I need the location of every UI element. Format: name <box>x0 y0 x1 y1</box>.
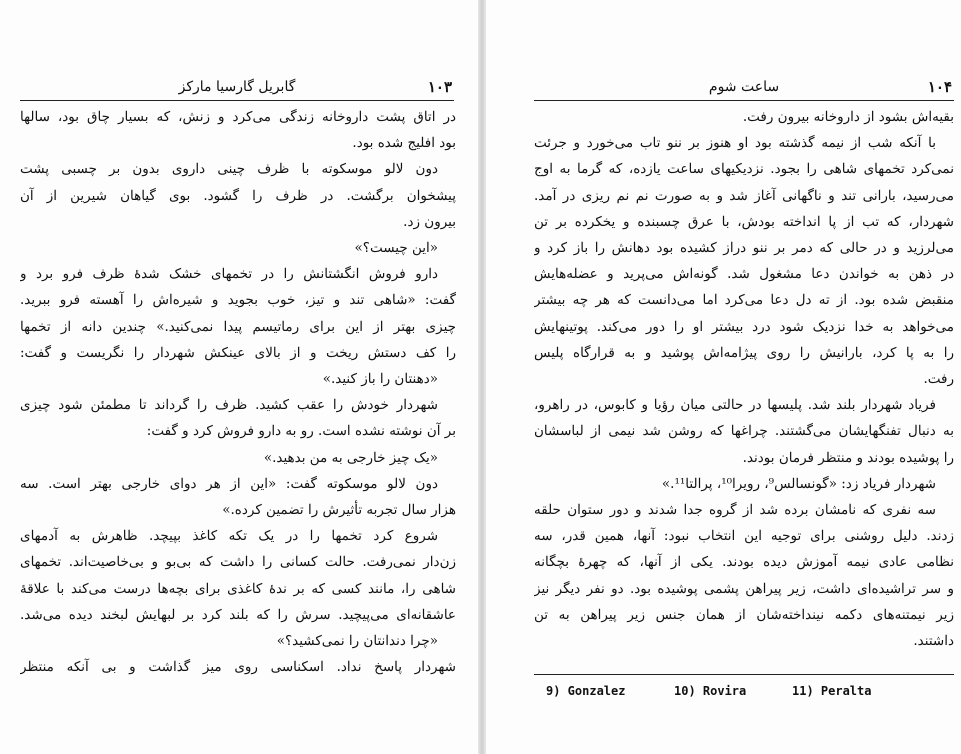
text-line: دون لالو موسکوته با ظرف چینی داروی بدون بر چسبی پشت <box>20 161 438 178</box>
text-line: هزار سال تجربه تأثیرش را تضمین کرده.» <box>222 502 456 519</box>
text-line: با آنکه شب از نیمه گذشته بود او هنوز بر ننو تاب می‌خورد و جرئت <box>534 135 936 152</box>
text-line: را کف دستش ریخت و از بالای عینکش شهردار را نگریست و گفت: <box>20 344 456 361</box>
left-page-header <box>20 74 454 101</box>
text-line: زن‌دار نمی‌رفت. حالت کسانی را داشت که بی‌بو و بی‌خاصیت‌اند. تخمهای <box>20 554 456 571</box>
text-line: به دنبال تفنگهایشان می‌گشتند. چراغها که روشن شد نیمی از لباسشان <box>534 423 954 440</box>
right-page-running-title: ساعت شوم <box>708 79 780 95</box>
right-page <box>486 0 961 754</box>
text-line: نظامی عادی نیمه آموزش دیده بودند. یکی از آنها، که چهرهٔ بچگانه <box>534 554 954 571</box>
text-line: را به پا کرد، بارانیش را روی پیژامه‌اش پوشید و به قرارگاه پلیس <box>534 344 954 361</box>
text-line: بود افلیج شده بود. <box>352 135 456 152</box>
text-line: دون لالو موسکوته گفت: «این از هر دوای خارجی بهتر است. سه <box>20 475 438 492</box>
text-line: شهردار فریاد زد: «گونسالس⁹، رویرا¹⁰، پرالتا¹¹.» <box>661 475 936 492</box>
text-line: زدند. دلیل روشنی برای توجیه این انتخاب نبود: آنها، همین قدر، سه <box>534 528 954 545</box>
text-line: داشتند. <box>913 633 954 650</box>
text-line: «یک چیز خارجی به من بدهید.» <box>263 449 438 466</box>
text-line: بقیه‌اش بشود از داروخانه بیرون رفت. <box>742 109 954 125</box>
text-line: فریاد شهردار بلند شد. پلیسها در حالتی میان رؤیا و کابوس، در راهرو، <box>534 397 936 414</box>
footnote-9: 9) Gonzalez <box>546 684 626 698</box>
text-line: شهردار خودش را عقب کشید. ظرف را گرداند تا مطمئن شود چیزی <box>20 397 438 414</box>
left-page <box>0 0 478 754</box>
right-page-number: ۱۰۴ <box>927 78 952 96</box>
text-line: شاهی را، مانند کسی که بر ندهٔ کاغذی برای بچه‌ها درست می‌کند با علاقهٔ <box>20 580 456 597</box>
text-line: «چرا دندانتان را نمی‌کشید؟» <box>276 633 438 650</box>
text-line: شهردار پاسخ نداد. اسکناسی روی میز گذاشت و بی آنکه منتظر <box>20 659 456 676</box>
right-page-body <box>534 104 954 654</box>
text-line: نمی‌کرد تخمهای شاهی را بجود. نزدیکیهای ساعت یازده، که گرما به اوج <box>534 161 954 178</box>
book-gutter <box>478 0 486 754</box>
text-line: سه نفری که نامشان برده شد از گروه جدا شدند و دور ستوان حلقه <box>534 502 936 519</box>
left-page-running-title: گابریل گارسیا مارکز <box>178 79 296 95</box>
text-line: شروع کرد تخمها را در یک تکه کاغذ بپیچد. ظاهرش به آدمهای <box>20 528 438 545</box>
text-line: می‌رسید، بارانی تند و ناگهانی آغاز شد و به صورت نم نم ریزی در آمد. <box>534 187 954 204</box>
text-line: پیشخوان برگشت. در ظرف را گشود. بوی گیاهان شیرین از آن <box>20 187 456 204</box>
right-page-header <box>534 74 954 101</box>
text-line: می‌خواهد به خدا نزدیک شود درد بیشتر او را دور می‌کند. پوتینهایش <box>534 318 954 335</box>
text-line: و سر تراشیده‌ای داشت، زیر پیراهن پشمی پوشیده بود. دو نفر دیگر نیز <box>534 580 954 597</box>
left-page-body <box>20 104 456 680</box>
text-line: می‌لرزید و در حالی که دمر بر ننو دراز کشیده بود دهانش را باز کرد و <box>534 240 954 257</box>
text-line: زیر نیمتنه‌های دکمه نینداخته‌شان از همان جنس زیر پیراهن به تن <box>534 606 954 623</box>
text-line: منقبض شده بود. از ته دل دعا می‌کرد اما می‌دانست که هر چه بیشتر <box>534 292 954 309</box>
footnotes <box>534 674 954 698</box>
text-line: شهردار، که تب از پا انداخته بودش، با عرق چسبنده و یخکرده بر تن <box>534 213 954 230</box>
footnote-11: 11) Peralta <box>792 684 872 698</box>
text-line: «دهنتان را باز کنید.» <box>322 371 438 388</box>
left-page-number: ۱۰۳ <box>427 78 452 96</box>
text-line: چیزی بهتر از این برای رماتیسم پیدا نمی‌کنید.» چندین دانه از تخمها <box>20 318 456 335</box>
text-line: «این چیست؟» <box>354 240 438 257</box>
text-line: گفت: «شاهی تند و تیز، خوب بجوید و شیره‌اش را آهسته فرو ببرید. <box>20 292 456 309</box>
text-line: بر آن نوشته نشده است. رو به دارو فروش کرد و گفت: <box>146 423 456 440</box>
text-line: عاشقانه‌ای می‌پیچید. سرش را که بلند کرد بر لبهایش لبخند دیده می‌شد. <box>20 606 456 623</box>
text-line: را پوشیده بودند و منتظر فرمان بودند. <box>742 449 954 466</box>
footnote-10: 10) Rovira <box>674 684 747 698</box>
text-line: دارو فروش انگشتانش را در تخمهای خشک شدهٔ ظرف فرو برد و <box>20 266 438 283</box>
text-line: در ذهن به خواندن دعا مشغول شد. گونه‌اش می‌پرید و عضله‌هایش <box>534 266 954 283</box>
text-line: بیرون زد. <box>403 213 456 230</box>
text-line: در اتاق پشت داروخانه زندگی می‌کرد و زنش، که بسیار چاق بود، سالها <box>20 109 456 125</box>
text-line: رفت. <box>923 371 954 388</box>
